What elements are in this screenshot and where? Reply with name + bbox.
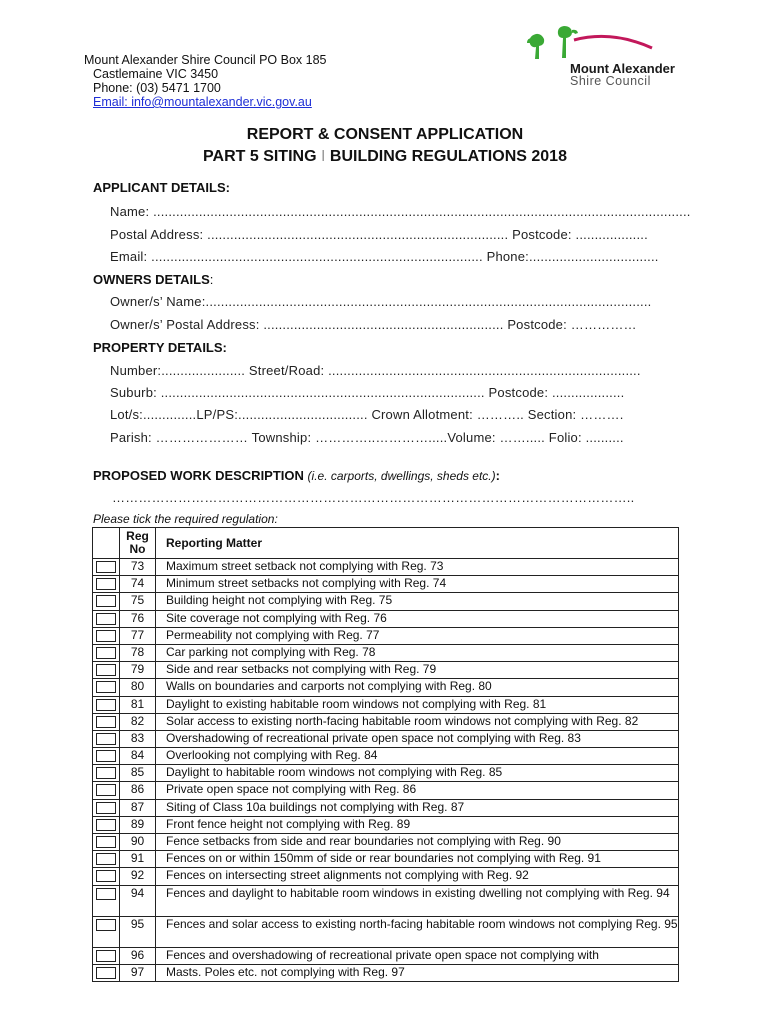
table-row [93,593,679,610]
tick-cell[interactable] [93,610,120,627]
reg-description: Fences on or within 150mm of side or rear boundaries not complying with Reg. 91 [156,851,679,868]
reg-description: Fences on intersecting street alignments not complying with Reg. 92 [156,868,679,885]
reg-number: 83 [120,730,156,747]
form-title: REPORT & CONSENT APPLICATION [246,126,524,143]
table-row [93,730,679,747]
reg-description: Siting of Class 10a buildings not complying with Reg. 87 [156,799,679,816]
tick-cell[interactable] [93,765,120,782]
proposed-work-heading-text: PROPOSED WORK DESCRIPTION [93,468,304,483]
tick-cell[interactable] [93,696,120,713]
property-parish-field[interactable]: Parish: ………………… Township: …………..………….....Volume: ……..... Folio: .......... [110,430,624,445]
reg-description: Private open space not complying with Reg. 86 [156,782,679,799]
reg-number: 97 [120,964,156,981]
table-row [93,851,679,868]
reg-number: 73 [120,559,156,576]
table-row [93,610,679,627]
reg-checkbox[interactable] [96,950,116,962]
logo-swoosh [574,36,652,48]
logo-wordmark [570,62,675,88]
reg-description: Maximum street setback not complying with Reg. 73 [156,559,679,576]
reg-checkbox[interactable] [96,819,116,831]
proposed-work-hint: (i.e. carports, dwellings, sheds etc.) [307,469,496,483]
tick-cell[interactable] [93,593,120,610]
reg-checkbox[interactable] [96,802,116,814]
reg-description: Fence setbacks from side and rear boundaries not complying with Reg. 90 [156,834,679,851]
reg-description: Front fence height not complying with Reg. 89 [156,816,679,833]
reg-description: Minimum street setbacks not complying with Reg. 74 [156,576,679,593]
reg-number: 75 [120,593,156,610]
reg-description: Site coverage not complying with Reg. 76 [156,610,679,627]
tick-cell[interactable] [93,748,120,765]
applicant-email-phone-field[interactable]: Email: ....................................................................................... Phone:.................................. [110,249,659,264]
table-row [93,679,679,696]
reg-number: 79 [120,662,156,679]
tick-cell[interactable] [93,885,120,916]
reg-description: Fences and daylight to habitable room windows in existing dwelling not complying with Reg. 94 [156,885,679,916]
subtitle-separator: I [320,148,326,165]
reg-number: 76 [120,610,156,627]
tick-cell[interactable] [93,559,120,576]
tick-cell[interactable] [93,576,120,593]
proposed-work-heading [93,468,500,483]
reg-description: Daylight to existing habitable room windows not complying with Reg. 81 [156,696,679,713]
proposed-work-field[interactable]: ……………………………………………………………………………………………………….. [112,490,635,505]
reg-description: Overshadowing of recreational private open space not complying with Reg. 83 [156,730,679,747]
property-suburb-field[interactable]: Suburb: ..................................................................................... Postcode: ................... [110,385,625,400]
property-details-heading: PROPERTY DETAILS: [93,340,227,355]
reg-number: 82 [120,713,156,730]
tick-cell[interactable] [93,730,120,747]
tick-cell[interactable] [93,799,120,816]
reg-description: Fences and solar access to existing north-facing habitable room windows not complying Reg. 95 [156,916,679,947]
form-subtitle [0,148,770,166]
reg-number: 81 [120,696,156,713]
email-link[interactable]: Email: info@mountalexander.vic.gov.au [93,95,312,109]
tick-cell[interactable] [93,662,120,679]
subtitle-part-a: PART 5 SITING [203,148,317,165]
tick-cell[interactable] [93,782,120,799]
table-row [93,765,679,782]
reg-number: 80 [120,679,156,696]
reg-number: 87 [120,799,156,816]
reg-checkbox[interactable] [96,681,116,693]
table-header-row [93,528,679,559]
tick-cell[interactable] [93,679,120,696]
owners-details-heading [93,272,213,287]
reg-number: 96 [120,947,156,964]
reg-description: Masts. Poles etc. not complying with Reg. 97 [156,964,679,981]
reg-checkbox[interactable] [96,750,116,762]
council-address-block [84,53,327,109]
reg-checkbox[interactable] [96,613,116,625]
reg-checkbox[interactable] [96,888,116,900]
reg-description: Daylight to habitable room windows not complying with Reg. 85 [156,765,679,782]
reg-number: 78 [120,644,156,661]
applicant-details-heading: APPLICANT DETAILS: [93,180,230,195]
reg-number: 77 [120,627,156,644]
reg-description: Building height not complying with Reg. 75 [156,593,679,610]
table-row [93,782,679,799]
reg-number: 94 [120,885,156,916]
reg-checkbox[interactable] [96,967,116,979]
table-row [93,799,679,816]
table-row [93,696,679,713]
tick-cell[interactable] [93,947,120,964]
tick-cell[interactable] [93,816,120,833]
logo-name-line-1: Mount Alexander [570,61,675,76]
reg-checkbox[interactable] [96,647,116,659]
tick-cell[interactable] [93,834,120,851]
reg-description: Permeability not complying with Reg. 77 [156,627,679,644]
reg-number: 90 [120,834,156,851]
phone-line: Phone: (03) 5471 1700 [93,81,221,95]
address-line-1: Mount Alexander Shire Council PO Box 185 [84,53,327,67]
reporting-matter-header: Reporting Matter [156,528,679,559]
owners-heading-text: OWNERS DETAILS [93,272,210,287]
reg-checkbox[interactable] [96,767,116,779]
property-lot-field[interactable]: Lot/s:..............LP/PS:.................................. Crown Allotment: ……….. Section: ………. [110,407,624,422]
reg-number: 74 [120,576,156,593]
reg-checkbox[interactable] [96,836,116,848]
tick-cell[interactable] [93,644,120,661]
reg-description: Fences and overshadowing of recreational private open space not complying with [156,947,679,964]
property-number-street-field[interactable]: Number:...................... Street/Road: .................................................................................. [110,363,641,378]
reg-number: 85 [120,765,156,782]
reg-description: Walls on boundaries and carports not complying with Reg. 80 [156,679,679,696]
table-row [93,834,679,851]
reg-description: Car parking not complying with Reg. 78 [156,644,679,661]
table-row [93,713,679,730]
table-row [93,644,679,661]
reg-number: 92 [120,868,156,885]
table-row [93,916,679,947]
subtitle-part-b: BUILDING REGULATIONS 2018 [329,148,567,165]
proposed-work-colon: : [495,468,500,483]
reg-description: Side and rear setbacks not complying with Reg. 79 [156,662,679,679]
tick-cell[interactable] [93,964,120,981]
owner-postal-field[interactable]: Owner/s’ Postal Address: ............................................................... Postcode: …………… [110,317,637,332]
applicant-postal-field[interactable]: Postal Address: ............................................................................... Postcode: ................... [110,227,648,242]
reg-checkbox[interactable] [96,919,116,931]
reg-number: 91 [120,851,156,868]
table-row [93,627,679,644]
regulations-table [92,527,679,982]
tick-cell[interactable] [93,851,120,868]
table-row [93,748,679,765]
tick-column-header [93,528,120,559]
reg-description: Solar access to existing north-facing habitable room windows not complying with Reg. 82 [156,713,679,730]
logo-trees-icon [527,26,578,59]
table-row [93,868,679,885]
reg-checkbox[interactable] [96,784,116,796]
reg-checkbox[interactable] [96,595,116,607]
tick-cell[interactable] [93,627,120,644]
reg-number: 84 [120,748,156,765]
reg-description: Overlooking not complying with Reg. 84 [156,748,679,765]
logo-name-line-2: Shire Council [570,74,651,88]
reg-checkbox[interactable] [96,853,116,865]
table-row [93,662,679,679]
reg-checkbox[interactable] [96,699,116,711]
tick-cell[interactable] [93,713,120,730]
tick-cell[interactable] [93,868,120,885]
address-line-2: Castlemaine VIC 3450 [93,67,219,81]
owner-name-field[interactable]: Owner/s’ Name:..................................................................................................................... [110,294,652,309]
table-row [93,576,679,593]
reg-no-header: Reg No [120,528,156,559]
reg-number: 89 [120,816,156,833]
table-row [93,559,679,576]
reg-checkbox[interactable] [96,630,116,642]
reg-number: 95 [120,916,156,947]
reg-checkbox[interactable] [96,664,116,676]
tick-instruction: Please tick the required regulation: [93,512,278,526]
reg-number: 86 [120,782,156,799]
tick-cell[interactable] [93,916,120,947]
applicant-name-field[interactable]: Name: ............................................................................................................................................. [110,204,691,219]
table-row [93,816,679,833]
owners-heading-colon: : [209,272,214,287]
reg-checkbox[interactable] [96,870,116,882]
reg-checkbox[interactable] [96,716,116,728]
reg-checkbox[interactable] [96,733,116,745]
table-row [93,947,679,964]
reg-checkbox[interactable] [96,561,116,573]
reg-checkbox[interactable] [96,578,116,590]
table-row [93,885,679,916]
table-row [93,964,679,981]
